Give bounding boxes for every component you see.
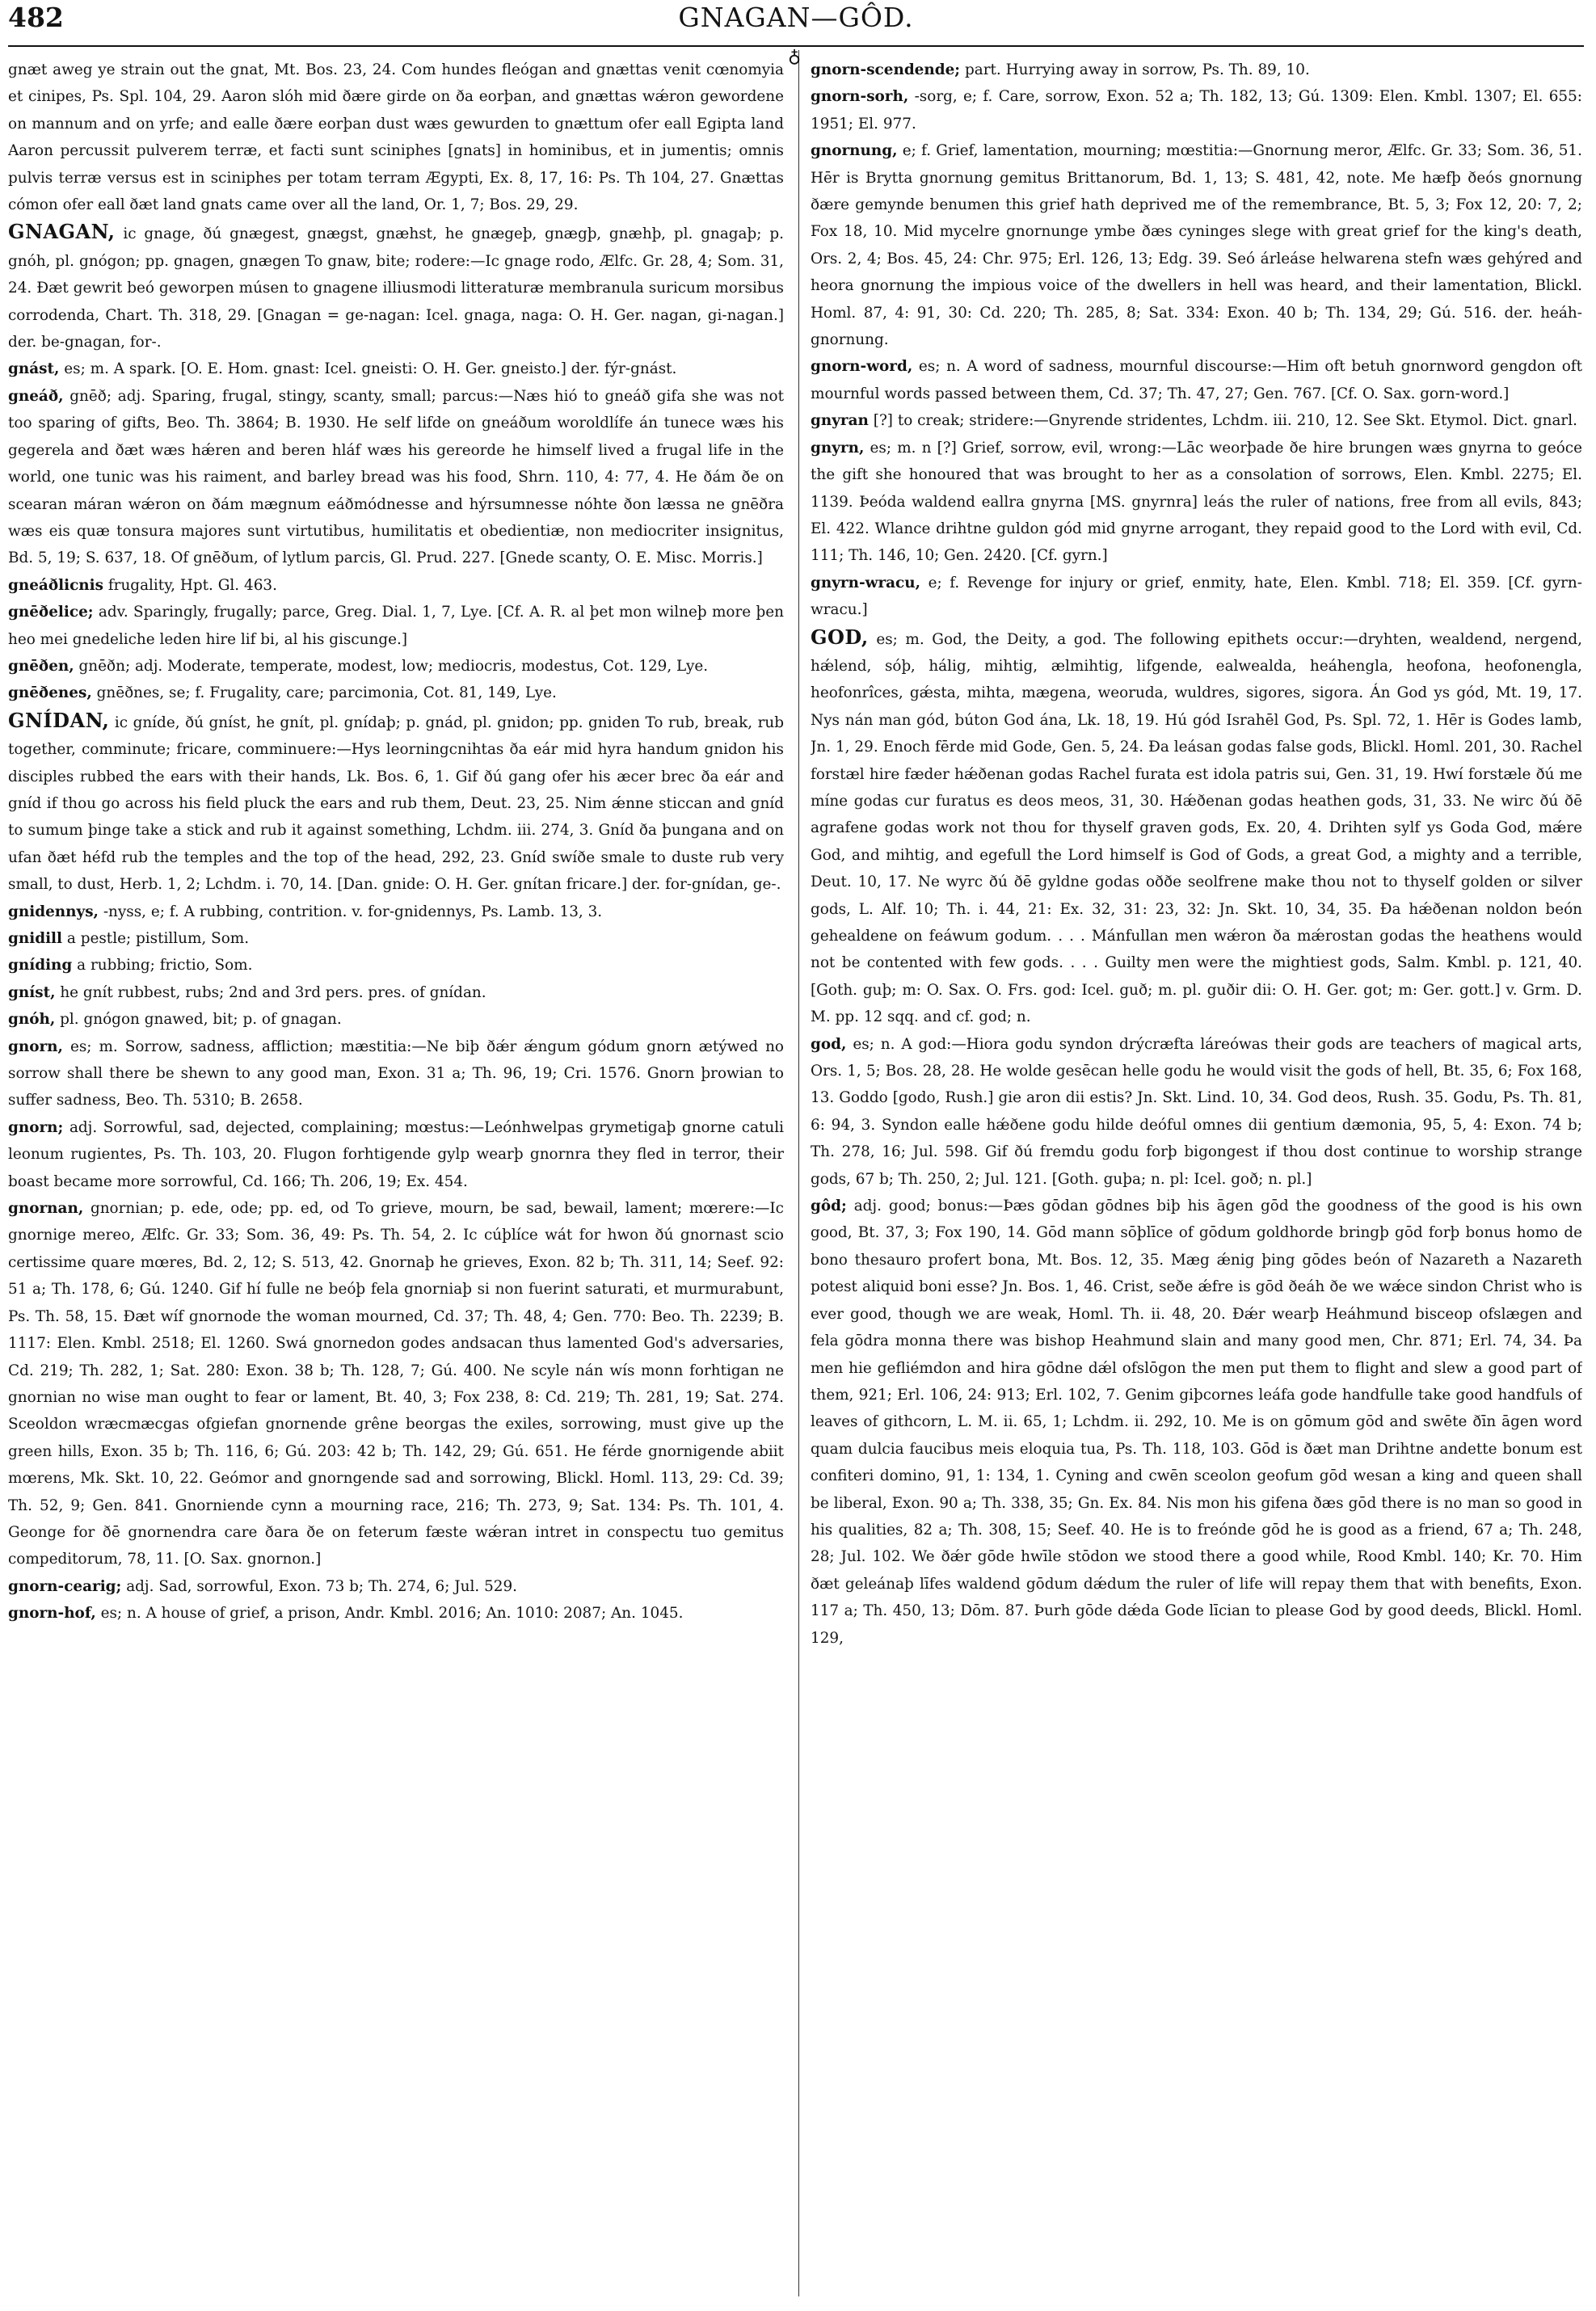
dictionary-entry	[8, 680, 784, 706]
entry-text: gnæt aweg ye strain out the gnat, Mt. Bos. 23, 24. Com hundes fleógan and gnættas venit cœnomyia et cinipes, Ps. Spl. 104, 29. Aaron slóh mid ðære girde on ða eorþan, and gnættas wǽron gewordene on mannum and on yrfe; and ealle ðære eorþan dust wæs gewurden to gnættum ofer eall Egipta land Aaron percussit pulverem terræ, et facti sunt sciniphes [gnats] in hominibus, et in jumentis; omnis pulvis terræ versus est in sciniphes per totam terram Ægypti, Ex. 8, 17, 16: Ps. Th 104, 27. Gnættas cómon ofer eall ðæt land gnats came over all the land, Or. 1, 7; Bos. 29, 29.	[8, 61, 784, 214]
entry-headword: gnást,	[8, 360, 60, 378]
dictionary-entry	[8, 572, 784, 599]
page-number: 482	[8, 2, 64, 33]
entry-headword: gnorn-sorh,	[811, 88, 909, 106]
entry-text: es; m. Sorrow, sadness, affliction; mæstitia:—Ne biþ ðǽr ǽngum gódum gnorn ætýwed no sorrow shall there be shewn to any good man, Exon. 31 a; Th. 96, 19; Cri. 1576. Gnorn þrowian to suffer sadness, Beo. Th. 5310; B. 2658.	[8, 1038, 784, 1109]
entry-headword: gnornung,	[811, 142, 898, 160]
entry-text: es; n. A house of grief, a prison, Andr. Kmbl. 2016; An. 1010: 2087; An. 1045.	[100, 1605, 684, 1623]
entry-headword: gnyrn-wracu,	[811, 574, 921, 591]
entry-headword: gneáðlicnis	[8, 576, 103, 594]
entry-text: he gnít rubbest, rubs; 2nd and 3rd pers. pres. of gnídan.	[60, 983, 486, 1001]
entry-text: es; n. A god:—Hiora godu syndon drýcræfta láreówas their gods are teachers of magical arts, Ors. 1, 5; Bos. 28, 28. He wolde gesēcan helle godu he would visit the gods of hell, Bt. 35, 6; Fox 168, 13. Goddo [godo, Rush.] gie aron dii estis? Jn. Skt. Lind. 10, 34. God deos, Rush. 35. Godu, Ps. Th. 81, 6: 94, 3. Syndon ealle hǽðene godu hilde deóful omnes dii gentium dæmonia, 95, 5, 4: Exon. 74 b; Th. 278, 16; Jul. 598. Gif ðú fremdu godu forþ bigongest if thou dost continue to worship strange gods, 67 b; Th. 250, 2; Jul. 121. [Goth. guþa; n. pl: Icel. goð; n. pl.]	[811, 1035, 1582, 1188]
dictionary-entry	[811, 57, 1582, 83]
entry-text: adj. Sad, sorrowful, Exon. 73 b; Th. 274, 6; Jul. 529.	[126, 1577, 518, 1595]
dictionary-entry	[811, 137, 1582, 353]
entry-text: ic gnage, ðú gnægest, gnægst, gnæhst, he gnægeþ, gnægþ, gnæhþ, pl. gnagaþ; p. gnóh, pl. gnógon; pp. gnagen, gnægen To gnaw, bite; rodere:—Ic gnage rodo, Ælfc. Gr. 28, 4; Som. 31, 24. Ðæt gewrit beó geworpen músen to gnagene illiusmodi litteraturæ membranula suricum morsibus corrodenda, Chart. Th. 318, 29. [Gnagan = ge-nagan: Icel. gnaga, naga: O. H. Ger. nagan, gi-nagan.] der. be-gnagan, for-.	[8, 225, 784, 351]
entry-text: e; f. Grief, lamentation, mourning; mœstitia:—Gnornung meror, Ælfc. Gr. 33; Som. 36, 51. Hēr is Brytta gnornung gemitus Brittanorum, Bd. 1, 13; S. 481, 42, note. Me hæfþ ðeós gnornung ðære gemynde benumen this grief hath deprived me of the remembrance, Bt. 5, 3; Fox 12, 20: 7, 2; Fox 18, 10. Mid mycelre gnornunge ymbe ðæs cyninges slege with great grief for the king's death, Ors. 2, 4; Bos. 45, 24: Chr. 975; Erl. 126, 13; Edg. 39. Seó árleáse helwarena stefn wæs gehýred and heora gnornung the impious voice of the dwellers in hell was heard, and their lamentation, Blickl. Homl. 87, 4: 91, 30: Cd. 220; Th. 285, 8; Sat. 334: Exon. 40 b; Th. 134, 29; Gú. 516. der. heáh-gnornung.	[811, 142, 1582, 349]
entry-headword: gnyrn,	[811, 439, 865, 457]
entry-text: adj. good; bonus:—Þæs gōdan gōdnes biþ his āgen gōd the goodness of the good is his own good, Bt. 37, 3; Fox 190, 14. Gōd mann sōþlīce of gōdum goldhorde bringþ gōd forþ bonus homo de bono thesauro profert bona, Mt. Bos. 12, 35. Mæg ǽnig þing gōdes beón of Nazareth a Nazareth potest aliquid boni esse? Jn. Bos. 1, 46. Crist, seðe ǽfre is gōd ðeáh ðe we wǽce sindon Christ who is ever good, though we are weak, Homl. Th. ii. 48, 20. Ðǽr wearþ Heáhmund bisceop ofslægen and fela gōdra monna there was bishop Heahmund slain and many good men, Chr. 871; Erl. 74, 34. Þa men hie gefliémdon and hira gōdne dǽl ofslōgon the men put them to flight and slew a good part of them, 921; Erl. 106, 24: 913; Erl. 102, 7. Genim giþcornes leáfa gode handfulle take good handfuls of leaves of githcorn, L. M. ii. 65, 1; Lchdm. ii. 292, 10. Me is on gōmum gōd and swēte ðīn āgen word quam dulcia faucibus meis eloquia tua, Ps. Th. 118, 103. Gōd is ðæt man Drihtne andette bonum est confiteri domino, 91, 1: 134, 1. Cyning and cwēn sceolon geofum gōd wesan a king and queen shall be liberal, Exon. 90 a; Th. 338, 35; Gn. Ex. 84. Nis mon his gifena ðæs gōd there is no man so good in his qualities, 82 a; Th. 308, 15; Seef. 40. He is to freónde gōd he is good as a friend, 67 a; Th. 248, 28; Jul. 102. We ðǽr gōde hwīle stōdon we stood there a good while, Rood Kmbl. 140; Kr. 70. Him ðæt geleánaþ līfes waldend gōdum dǽdum the ruler of life will repay them that with benefits, Exon. 117 a; Th. 450, 13; Dōm. 87. Þurh gōde dǽda Gode līcian to please God by good deeds, Blickl. Homl. 129,	[811, 1198, 1582, 1647]
entry-headword: gnorn,	[8, 1038, 63, 1055]
column-divider	[798, 50, 799, 2296]
entry-text: gnēð; adj. Sparing, frugal, stingy, scanty, small; parcus:—Næs hió to gneáð gifa she was not too sparing of gifts, Beo. Th. 3864; B. 1930. He self lifde on gneáðum woroldlífe án tunece wæs his gegerela and ðæt wæs hǽren and beren hláf wæs his gereorde he himself lived a frugal life in the world, one tunic was his raiment, and barley bread was his food, Shrn. 110, 4: 77, 4. He ðám ðe on scearan máran wǽron on ðám mægnum eáðmódnesse and hýrsumnesse nóhte ðon læssa ne gnēðra wæs eis quæ tonsura majores sunt virtutibus, humilitatis et obedientiæ, non mediocriter insignitus, Bd. 5, 19; S. 637, 18. Of gnēðum, of lytlum parcis, Gl. Prud. 227. [Gnede scanty, O. E. Misc. Morris.]	[8, 387, 784, 567]
entry-text: -nyss, e; f. A rubbing, contrition. v. for-gnidennys, Ps. Lamb. 13, 3.	[103, 903, 603, 920]
entry-text: gnēðnes, se; f. Frugality, care; parcimonia, Cot. 81, 149, Lye.	[96, 684, 557, 702]
dictionary-entry	[8, 356, 784, 382]
entry-headword: gnēðen,	[8, 657, 74, 675]
dictionary-entry	[811, 83, 1582, 137]
dictionary-entry	[8, 599, 784, 653]
dictionary-entry	[8, 1006, 784, 1033]
dictionary-entry	[811, 570, 1582, 624]
entry-text: es; m. God, the Deity, a god. The following epithets occur:—dryhten, wealdend, nergend, hǽlend, sóþ, hálig, mihtig, ælmihtig, lifgende, ealwealda, heáhengla, heofona, heofonengla, heofonrîces, gǽsta, mihta, mægena, weoruda, wuldres, sigores, sigora. Án God ys gód, Mt. 19, 17. Nys nán man gód, búton God ána, Lk. 18, 19. Hú gód Israhēl God, Ps. Spl. 72, 1. Hēr is Godes lamb, Jn. 1, 29. Enoch fērde mid Gode, Gen. 5, 24. Ða leásan godas false gods, Blickl. Homl. 201, 30. Rachel forstæl hire fæder hǽðenan godas Rachel furata est idola patris sui, Gen. 31, 19. Hwí forstæle ðú me míne godas cur furatus es deos meos, 31, 30. Hǽðenan godas heathen gods, 31, 33. Ne wirc ðú ðē agrafene godas work not thou for thyself graven gods, Ex. 20, 4. Drihten sylf ys Goda God, mǽre God, and mihtig, and egefull the Lord himself is God of Gods, a great God, a mighty and a terrible, Deut. 10, 17. Ne wyrc ðú ðē gyldne godas oððe seolfrene make thou not to thyself golden or silver gods, L. Alf. 10; Th. i. 44, 21: Ex. 32, 31: 23, 32: Jn. Skt. 10, 34, 35. Ða hǽðenan noldon beón gehealdene on feáwum godum. . . . Mánfullan men wǽron ða mǽrostan godas the heathens would not be contented with few gods. . . . Guilty men were the mightiest gods, Salm. Kmbl. p. 121, 40. [Goth. guþ; m: O. Sax. O. Frs. god: Icel. guð; m. pl. guðir dii: O. H. Ger. got; m: Ger. gott.] v. Grm. D. M. pp. 12 sqq. and cf. god; n.	[811, 630, 1582, 1026]
dictionary-entry	[8, 57, 784, 218]
dictionary-entry	[8, 899, 784, 925]
entry-text: frugality, Hpt. Gl. 463.	[107, 576, 277, 594]
entry-headword: gnorn-word,	[811, 358, 913, 376]
entry-text: gnornian; p. ede, ode; pp. ed, od To grieve, mourn, be sad, bewail, lament; mœrere:—Ic gnornige mereo, Ælfc. Gr. 33; Som. 36, 49: Ps. Th. 54, 2. Ic cúþlíce wát for hwon ðú gnornast scio certissime quare mœres, Bd. 2, 12; S. 513, 42. Gnornaþ he grieves, Exon. 82 b; Th. 311, 14; Seef. 92: 51 a; Th. 178, 6; Gú. 1240. Gif hí fulle ne beóþ fela gnorniaþ si non fuerint saturati, et murmurabunt, Ps. Th. 58, 15. Ðæt wíf gnornode the woman mourned, Cd. 37; Th. 48, 4; Gen. 770: Beo. Th. 2239; B. 1117: Elen. Kmbl. 2518; El. 1260. Swá gnornedon godes andsacan thus lamented God's adversaries, Cd. 219; Th. 282, 1; Sat. 280: Exon. 38 b; Th. 128, 7; Gú. 400. Ne scyle nán wís monn forhtigan ne gnornian no wise man ought to fear or lament, Bt. 40, 3; Fox 238, 8: Cd. 219; Th. 281, 19; Sat. 274. Sceoldon wræcmæcgas ofgiefan gnornende grêne beorgas the exiles, sorrowing, must give up the green hills, Exon. 35 b; Th. 116, 6; Gú. 203: 42 b; Th. 142, 29; Gú. 651. He férde gnornigende abiit mœrens, Mk. Skt. 10, 22. Geómor and gnorngende sad and sorrowing, Blickl. Homl. 113, 29: Cd. 39; Th. 52, 9; Gen. 841. Gnorniende cynn a mourning race, 216; Th. 273, 9; Sat. 134: Ps. Th. 101, 4. Geonge for ðē gnornendra care ðara ðe on feterum fæste wǽran intret in conspectu tuo gemitus compeditorum, 78, 11. [O. Sax. gnornon.]	[8, 1200, 784, 1568]
entry-text: [?] to creak; stridere:—Gnyrende stridentes, Lchdm. iii. 210, 12. See Skt. Etymol. Dict. gnarl.	[873, 412, 1577, 430]
divider-ornament: ♁	[788, 47, 802, 67]
entry-headword: gnorn-hof,	[8, 1605, 96, 1623]
dictionary-entry	[8, 952, 784, 979]
dictionary-entry	[811, 1031, 1582, 1193]
entry-text: part. Hurrying away in sorrow, Ps. Th. 89, 10.	[964, 61, 1310, 78]
dictionary-entry	[811, 624, 1582, 1031]
entry-headword: GNAGAN,	[8, 220, 116, 244]
dictionary-entry	[811, 353, 1582, 407]
dictionary-entry	[8, 1195, 784, 1573]
entry-headword: gnēðelice;	[8, 604, 94, 621]
dictionary-entry	[8, 218, 784, 356]
dictionary-entry	[811, 407, 1582, 434]
entry-headword: gnidennys,	[8, 903, 99, 920]
entry-headword: gnóh,	[8, 1011, 56, 1029]
running-title: GNAGAN—GÔD.	[678, 2, 914, 33]
entry-headword: gnorn-cearig;	[8, 1577, 122, 1595]
entry-text: gnēðn; adj. Moderate, temperate, modest, low; mediocris, modestus, Cot. 129, Lye.	[78, 657, 709, 675]
entry-text: a pestle; pistillum, Som.	[66, 930, 250, 947]
dictionary-entry	[8, 707, 784, 899]
left-column	[8, 57, 784, 2299]
entry-text: ic gníde, ðú gníst, he gnít, pl. gnídaþ; p. gnád, pl. gnidon; pp. gniden To rub, break, rub together, comminute; fricare, comminuere:—Hys leorningcnihtas ða eár mid hyra handum gnidon his disciples rubbed the ears with their hands, Lk. Bos. 6, 1. Gif ðú gang ofer his æcer brec ða eár and gníd if thou go across his field pluck the ears and rub them, Deut. 23, 25. Nim ǽnne sticcan and gníd to sumum þinge take a stick and rub it against something, Lchdm. iii. 274, 3. Gníd ða þungana and on ufan ðæt héfd rub the temples and the top of the head, 292, 23. Gníd swíðe smale to duste rub very small, to dust, Herb. 1, 2; Lchdm. i. 70, 14. [Dan. gnide: O. H. Ger. gnítan fricare.] der. for-gnídan, ge-.	[8, 714, 784, 894]
entry-headword: god,	[811, 1035, 847, 1053]
dictionary-entry	[8, 1600, 784, 1627]
entry-headword: gníst,	[8, 983, 56, 1001]
entry-text: es; m. A spark. [O. E. Hom. gnast: Icel. gneisti: O. H. Ger. gneisto.] der. fýr-gnást.	[64, 360, 677, 378]
dictionary-entry	[8, 925, 784, 952]
entry-headword: gnorn;	[8, 1118, 64, 1136]
entry-headword: gnyran	[811, 412, 869, 430]
entry-headword: gnornan,	[8, 1200, 84, 1218]
entry-headword: gôd;	[811, 1198, 847, 1215]
right-column	[811, 57, 1582, 2299]
dictionary-entry	[811, 1193, 1582, 1652]
entry-headword: gneáð,	[8, 387, 64, 405]
entry-text: a rubbing; frictio, Som.	[77, 957, 253, 974]
page-header	[8, 0, 1584, 40]
dictionary-entry	[8, 1573, 784, 1600]
entry-text: adv. Sparingly, frugally; parce, Greg. Dial. 1, 7, Lye. [Cf. A. R. al þet mon wilneþ more þen heo mei gnedeliche leden hire lif bi, al his giscunge.]	[8, 604, 784, 648]
dictionary-entry	[8, 1114, 784, 1195]
entry-text: adj. Sorrowful, sad, dejected, complaining; mœstus:—Leónhwelpas grymetigaþ gnorne catuli leonum rugientes, Ps. Th. 103, 20. Flugon forhtigende gylp wearþ gnornra they fled in terror, their boast became more sorrowful, Cd. 166; Th. 206, 19; Ex. 454.	[8, 1118, 784, 1190]
entry-text: pl. gnógon gnawed, bit; p. of gnagan.	[60, 1011, 342, 1029]
dictionary-entry	[8, 653, 784, 680]
entry-text: -sorg, e; f. Care, sorrow, Exon. 52 a; Th. 182, 13; Gú. 1309: Elen. Kmbl. 1307; El. 655: 1951; El. 977.	[811, 88, 1582, 133]
dictionary-entry	[811, 435, 1582, 570]
dictionary-entry	[8, 383, 784, 572]
dictionary-entry	[8, 979, 784, 1006]
entry-text: e; f. Revenge for injury or grief, enmity, hate, Elen. Kmbl. 718; El. 359. [Cf. gyrn-wracu.]	[811, 574, 1582, 619]
entry-headword: gníding	[8, 957, 73, 974]
entry-text: es; m. n [?] Grief, sorrow, evil, wrong:—Lāc weorþade ðe hire brungen wæs gnyrna to geóce the gift she honoured that was brought to her as a consolation of sorrows, Elen. Kmbl. 2275; El. 1139. Þeóda waldend eallra gnyrna [MS. gnyrnra] leás the ruler of nations, free from all evils, 843; El. 422. Wlance drihtne guldon gód mid gnyrne arrogant, they repaid good to the Lord with evil, Cd. 111; Th. 146, 10; Gen. 2420. [Cf. gyrn.]	[811, 439, 1582, 565]
entry-headword: gnidill	[8, 930, 63, 947]
entry-headword: GNÍDAN,	[8, 708, 110, 732]
entry-headword: GOD,	[811, 625, 869, 649]
entry-text: es; n. A word of sadness, mournful discourse:—Him oft betuh gnornword gengdon oft mournful words passed between them, Cd. 37; Th. 47, 27; Gen. 767. [Cf. O. Sax. gorn-word.]	[811, 358, 1582, 402]
dictionary-entry	[8, 1033, 784, 1114]
entry-headword: gnēðenes,	[8, 684, 92, 702]
entry-headword: gnorn-scendende;	[811, 61, 961, 78]
